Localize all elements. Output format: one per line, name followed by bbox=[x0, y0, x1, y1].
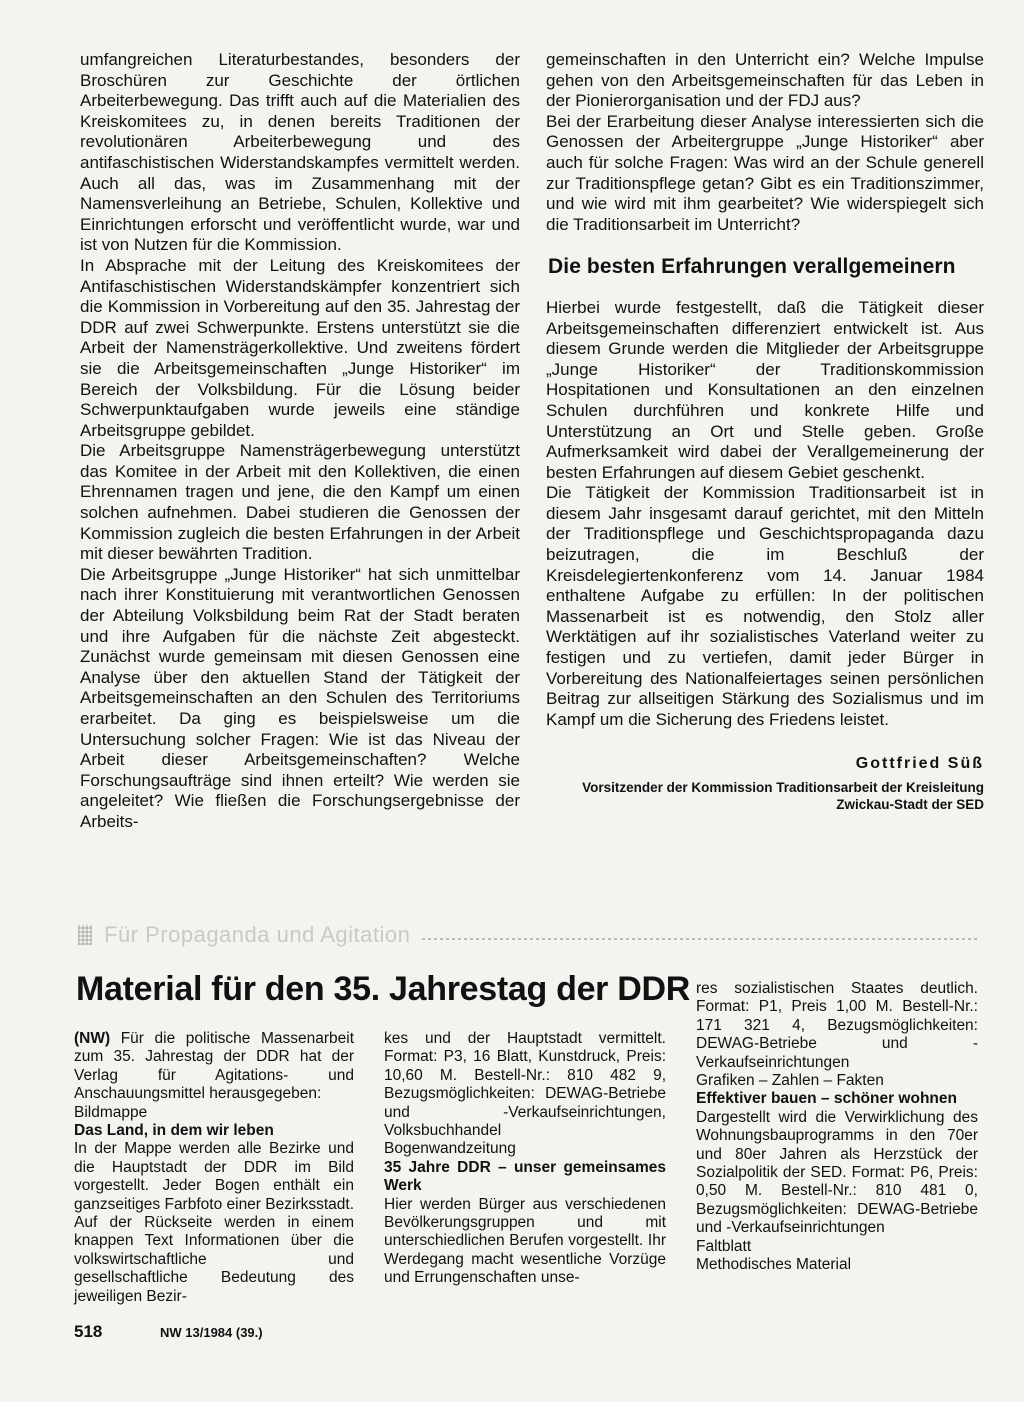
article-headline: Material für den 35. Jahrestag der DDR bbox=[76, 970, 691, 1008]
paragraph: Bei der Erarbeitung dieser Analyse interessierten sich die Genossen der Arbeitergruppe „Junge Historiker“ aber auch für solche Fragen: Was wird an der Schule generell zur Traditionspflege getan? Gibt es ein Traditionszimmer, und wie wird mit ihm gearbeitet? Wie widerspiegelt sich die Traditionsarbeit im Unterricht? bbox=[546, 111, 984, 234]
paragraph: Die Arbeitsgruppe „Junge Historiker“ hat sich unmittelbar nach ihrer Konstituierung mit verantwortlichen Genossen der Abteilung Volksbildung beim Rat der Stadt beraten und ihre Aufgaben für die nächste Zeit abgesteckt. Zunächst wurde gemeinsam mit diesen Genossen eine Analyse über den aktuellen Stand der Tätigkeit der Arbeitsgemeinschaften an den Schulen des Territoriums erarbeitet. Da ging es beispielsweise um die Untersuchung solcher Fragen: Wie ist das Niveau der Arbeit dieser Arbeitsgemeinschaften? Welche Forschungsaufträge sind ihnen erteilt? Wie werden sie angeleitet? Wie fließen die Forschungsergebnisse der Arbeits- bbox=[80, 564, 520, 831]
article-left-column bbox=[80, 50, 520, 833]
page-number: 518 bbox=[74, 1322, 103, 1341]
material-description: kes und der Hauptstadt vermittelt. Format: P3, 16 Blatt, Kunstdruck, Preis: 10,60 M. Bestell-Nr.: 810 482 9, Bezugsmöglichkeiten: DEWAG-Betriebe und -Verkaufseinrichtungen, Volksbuchhandel bbox=[384, 1030, 666, 1140]
material-description: In der Mappe werden alle Bezirke und die Hauptstadt der DDR im Bild vorgestellt. Jeder Bogen enthält ein ganzseitiges Farbfoto einer Bezirksstadt. Auf der Rückseite werden in einem knappen Text Informationen über die volkswirtschaftliche und gesellschaftliche Bedeutung des jeweiligen Bezir- bbox=[74, 1140, 354, 1305]
paragraph: Die Arbeitsgruppe Namensträgerbewegung unterstützt das Komitee in der Arbeit mit den Kollektiven, die einen Ehrennamen tragen und jene, die den Kampf um einen solchen aufnehmen. Dabei studieren die Genossen der Kommission zugleich die besten Erfahrungen in der Arbeit mit dieser bewährten Tradition. bbox=[80, 441, 520, 564]
section-grid-icon bbox=[78, 925, 92, 945]
article-right-column bbox=[546, 50, 984, 813]
material-series: Grafiken – Zahlen – Fakten bbox=[696, 1072, 884, 1090]
material-column-3 bbox=[696, 980, 978, 1275]
material-description: Dargestellt wird die Verwirklichung des Wohnungsbauprogramms in den 70er und 80er Jahren als Herzstück der Sozialpolitik der SED. Format: P6, Preis: 0,50 M. Bestell-Nr.: 810 481 0, Bezugsmöglichkeiten: DEWAG-Betriebe und -Verkaufseinrichtungen bbox=[696, 1108, 978, 1237]
paragraph: In Absprache mit der Leitung des Kreiskomitees der Antifaschistischen Widerstandskämpfer konzentriert sich die Kommission in Vorbereitung auf den 35. Jahrestag der DDR auf zwei Schwerpunkte. Erstens unterstützt sie die Arbeit der Namensträgerkollektive. Und zweitens fördert sie die Arbeitsgemeinschaften „Junge Historiker“ im Bereich der Volksbildung. Für die Lösung beider Schwerpunktaufgaben wurde jeweils eine ständige Arbeitsgruppe gebildet. bbox=[80, 255, 520, 440]
author-role-line: Vorsitzender der Kommission Traditionsarbeit der Kreisleitung bbox=[582, 780, 984, 795]
source-tag: (NW) bbox=[74, 1030, 111, 1047]
section-subheading: Die besten Erfahrungen verallgemeinern bbox=[548, 255, 956, 279]
paragraph: Hierbei wurde festgestellt, daß die Tätigkeit dieser Arbeitsgemeinschaften differenziert entwickelt ist. Aus diesem Grunde werden die Mitglieder der Arbeitsgruppe „Junge Historiker“ der Traditionskommission Hospitationen und Konsultationen an den einzelnen Schulen durchführen und konkrete Hilfe und Unterstützung an Ort und Stelle geben. Große Aufmerksamkeit wird dabei der Verallgemeinerung der besten Erfahrungen auf diesem Gebiet geschenkt. bbox=[546, 297, 984, 482]
section-banner-label: Für Propaganda und Agitation bbox=[104, 922, 411, 947]
material-type: Faltblatt bbox=[696, 1237, 752, 1255]
material-column-2 bbox=[384, 1030, 666, 1288]
section-banner bbox=[78, 920, 978, 950]
author-role bbox=[546, 779, 984, 813]
material-column-1 bbox=[74, 1030, 354, 1306]
material-description: Hier werden Bürger aus verschiedenen Bevölkerungsgruppen und mit unterschiedlichen Berufen vorgestellt. Ihr Werdegang macht wesentliche Vorzüge und Errungenschaften unse- bbox=[384, 1195, 666, 1287]
paragraph: umfangreichen Literaturbestandes, besonders der Broschüren zur Geschichte der örtlichen Arbeiterbewegung. Das trifft auch auf die Materialien des Kreiskomitees zu, in denen bereits Traditionen der revolutionären Arbeiterbewegung und des antifaschistischen Widerstandskampfes vermittelt werden. Auch all das, was im Zusammenhang mit der Namensverleihung an Betriebe, Schulen, Kollektive und Einrichtungen erforscht und veröffentlicht wurde, war und ist von Nutzen für die Kommission. bbox=[80, 50, 520, 255]
paragraph: Die Tätigkeit der Kommission Traditionsarbeit ist in diesem Jahr insgesamt darauf gerichtet, mit den Mitteln der Traditionspflege und Geschichtspropaganda dazu beizutragen, die im Beschluß der Kreisdelegiertenkonferenz vom 14. Januar 1984 enthaltene Aufgabe zu erfüllen: In der politischen Massenarbeit ist es notwendig, den Stolz aller Werktätigen auf ihr sozialistisches Vaterland weiter zu festigen und zu vertiefen, damit jeder Bürger in Vorbereitung des Nationalfeiertages seinen persönlichen Beitrag zur allseitigen Stärkung des Sozialismus und im Kampf um die Sicherung des Friedens leistet. bbox=[546, 483, 984, 729]
material-title: Das Land, in dem wir leben bbox=[74, 1122, 274, 1140]
material-type: Bogenwandzeitung bbox=[384, 1140, 516, 1158]
material-type: Bildmappe bbox=[74, 1103, 148, 1121]
intro-text: Für die politische Massenarbeit zum 35. Jahrestag der DDR hat der Verlag für Agitations- und Anschauungsmittel herausgegeben: bbox=[74, 1030, 354, 1103]
issue-reference: NW 13/1984 (39.) bbox=[160, 1325, 263, 1340]
material-description: res sozialistischen Staates deutlich. Format: P1, Preis 1,00 M. Bestell-Nr.: 171 321 4, Bezugsmöglichkeiten: DEWAG-Betriebe und -Verkaufseinrichtungen bbox=[696, 980, 978, 1071]
material-title: Effektiver bauen – schöner wohnen bbox=[696, 1090, 957, 1108]
material-title: 35 Jahre DDR – unser gemeinsames Werk bbox=[384, 1158, 666, 1195]
intro-paragraph bbox=[74, 1030, 354, 1104]
section-divider bbox=[422, 938, 978, 940]
paragraph: gemeinschaften in den Unterricht ein? Welche Impulse gehen von den Arbeitsgemeinschaften für das Leben in der Pionierorganisation und der FDJ aus? bbox=[546, 50, 984, 111]
material-title: Methodisches Material bbox=[696, 1256, 852, 1274]
author-role-line: Zwickau-Stadt der SED bbox=[836, 797, 984, 812]
author-name: Gottfried Süß bbox=[855, 755, 984, 773]
